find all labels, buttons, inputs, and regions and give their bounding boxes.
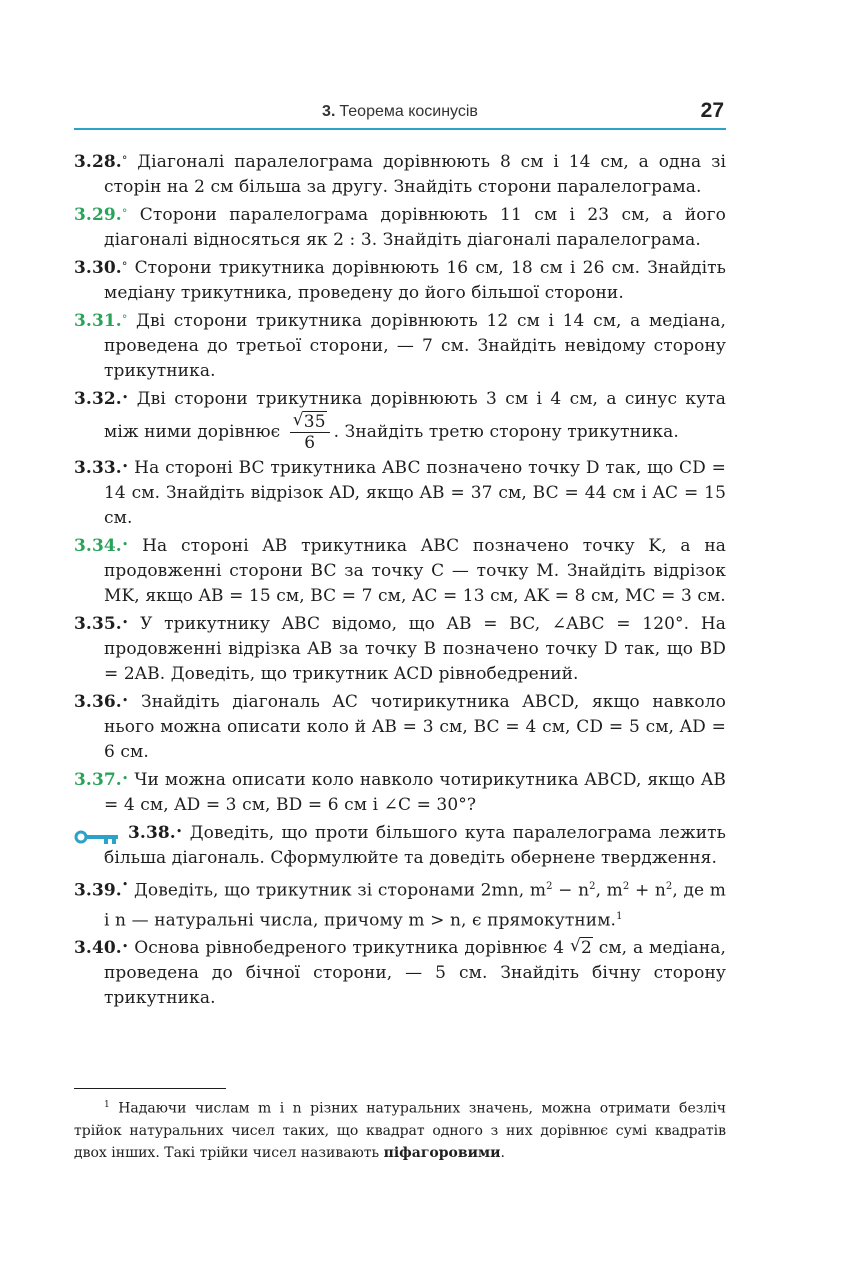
difficulty-mark: ° <box>121 260 128 273</box>
square-root: √ 35 <box>292 410 326 432</box>
chapter-title <box>74 103 726 121</box>
problem-text: Дві сторони трикутника дорівнюють 12 см і 14 см, а медіана, проведена до третьої сторони, — 7 см. Знайдіть невідому сторону трикутника. <box>104 311 726 381</box>
problem-number: 3.29. <box>74 205 122 225</box>
page-number: 27 <box>700 99 724 122</box>
difficulty-mark: • <box>121 616 129 629</box>
problem-text: Доведіть, що трикутник зі сторонами 2mn, m <box>134 880 547 901</box>
problem-text: На стороні AB трикутника ABC позначено точку K, а на продовженні сторони BC за точку C — точку M. Знайдіть відрізок MK, якщо AB = 15 см, BC = 7 см, AC = 13 см, AK = 8 см, MC = 3 см. <box>104 536 726 606</box>
problem-number: 3.33. <box>74 458 122 478</box>
problem-number: 3.37. <box>74 770 122 790</box>
problem-number: 3.28. <box>74 152 122 172</box>
problem-3-40 <box>74 936 726 1011</box>
problem-text-cont: см, а медіана, проведена до бічної сторони, — 5 см. Знайдіть бічну сторону трикутника. <box>104 938 727 1009</box>
difficulty-mark: • <box>121 940 129 954</box>
problem-text: Сторони трикутника дорівнюють 16 см, 18 см і 26 см. Знайдіть медіану трикутника, проведену до його більшої сторони. <box>104 258 726 303</box>
key-icon <box>74 827 120 841</box>
footnote <box>74 1094 726 1164</box>
problem-3-32 <box>74 387 726 453</box>
difficulty-mark: • <box>121 391 129 404</box>
header-rule <box>74 128 726 130</box>
problem-text-cont: + n <box>629 880 666 901</box>
problem-3-33 <box>74 456 726 531</box>
problem-text: Основа рівнобедреного трикутника дорівнює 4 <box>134 938 565 959</box>
problem-3-30 <box>74 256 726 306</box>
difficulty-mark: • <box>121 460 129 473</box>
radicand: 35 <box>303 412 326 432</box>
problem-number: 3.36. <box>74 692 122 712</box>
square-root: √ 2 <box>569 936 592 959</box>
problem-text: Знайдіть діагональ AC чотирикутника ABCD, якщо навколо нього можна описати коло й AB = 3 см, BC = 4 см, CD = 5 см, AD = 6 см. <box>104 692 726 762</box>
problem-text-cont: , m <box>595 880 623 901</box>
problem-text: Діагоналі паралелограма дорівнюють 8 см і 14 см, а одна зі сторін на 2 см більша за другу. Знайдіть сторони паралелограма. <box>104 152 726 197</box>
problem-number: 3.40. <box>74 938 122 959</box>
exponent: 2 <box>665 881 673 892</box>
footnote-marker: 1 <box>104 1100 110 1110</box>
problem-text: Доведіть, що проти більшого кута паралелограма лежить більша діагональ. Сформулюйте та доведіть обернене твердження. <box>104 823 726 868</box>
exponent: 2 <box>622 881 630 892</box>
problem-number: 3.32. <box>74 389 122 409</box>
difficulty-mark: ° <box>121 313 128 326</box>
radicand: 2 <box>580 938 592 959</box>
problem-number: 3.34. <box>74 536 122 556</box>
problem-text: Сторони паралелограма дорівнюють 11 см і 23 см, а його діагоналі відносяться як 2 : 3. Знайдіть діагоналі паралелограма. <box>104 205 726 250</box>
difficulty-mark: ° <box>121 154 128 167</box>
problem-3-36 <box>74 690 726 765</box>
problem-3-38 <box>74 821 726 871</box>
fraction <box>290 412 330 453</box>
problem-3-39 <box>74 874 726 933</box>
exponent: 2 <box>546 881 553 892</box>
difficulty-mark: • <box>121 878 129 891</box>
difficulty-mark: • <box>121 772 129 785</box>
problem-text: Дві сторони трикутника дорівнюють 3 см і 4 см, а синус кута між ними дорівнює <box>104 389 726 442</box>
footnote-text-end: . <box>500 1144 505 1161</box>
problem-text: На стороні BC трикутника ABC позначено точку D так, що CD = 14 см. Знайдіть відрізок AD, якщо AB = 37 см, BC = 44 см і AC = 15 см. <box>104 458 726 528</box>
problem-text-cont: − n <box>552 880 590 901</box>
problem-number: 3.39. <box>74 880 122 901</box>
problem-number: 3.35. <box>74 614 122 634</box>
difficulty-mark: • <box>121 694 129 707</box>
problem-3-28 <box>74 150 726 200</box>
exponent: 2 <box>589 881 596 892</box>
footnote-bold-term: піфагоровими <box>383 1144 501 1161</box>
problem-3-37 <box>74 768 726 818</box>
problem-3-31 <box>74 309 726 384</box>
problem-3-29 <box>74 203 726 253</box>
problem-text: У трикутнику ABC відомо, що AB = BC, ∠ABC = 120°. На продовженні відрізка AB за точку B позначено точку D так, що BD = 2AB. Доведіть, що трикутник ACD рівнобедрений. <box>104 614 726 684</box>
problem-number: 3.38. <box>128 823 176 843</box>
problem-text: Чи можна описати коло навколо чотирикутника ABCD, якщо AB = 4 см, AD = 3 см, BD = 6 см і ∠C = 30°? <box>104 770 726 815</box>
footnote-ref[interactable]: 1 <box>616 910 623 922</box>
denominator: 6 <box>304 433 316 453</box>
page-header <box>74 99 726 129</box>
difficulty-mark: • <box>175 825 183 838</box>
problem-text-cont: . Знайдіть третю сторону трикутника. <box>333 422 679 442</box>
footnote-rule <box>74 1088 226 1089</box>
difficulty-mark: ° <box>121 207 128 220</box>
problem-number: 3.30. <box>74 258 122 278</box>
problem-list <box>74 150 726 1014</box>
chapter-title-text: Теорема косинусів <box>339 103 478 120</box>
chapter-number: 3. <box>322 103 336 120</box>
difficulty-mark: • <box>121 538 129 551</box>
problem-3-34 <box>74 534 726 609</box>
problem-3-35 <box>74 612 726 687</box>
problem-text-cont: , де m і n — натуральні числа, причому m > n, є прямокутним. <box>104 880 726 931</box>
footnote-text: Надаючи числам m і n різних натуральних значень, можна отримати безліч трійок натуральних чисел таких, що квадрат одного з них дорівнює сумі квадратів двох інших. Такі трійки чисел називають <box>74 1100 726 1161</box>
problem-number: 3.31. <box>74 311 122 331</box>
